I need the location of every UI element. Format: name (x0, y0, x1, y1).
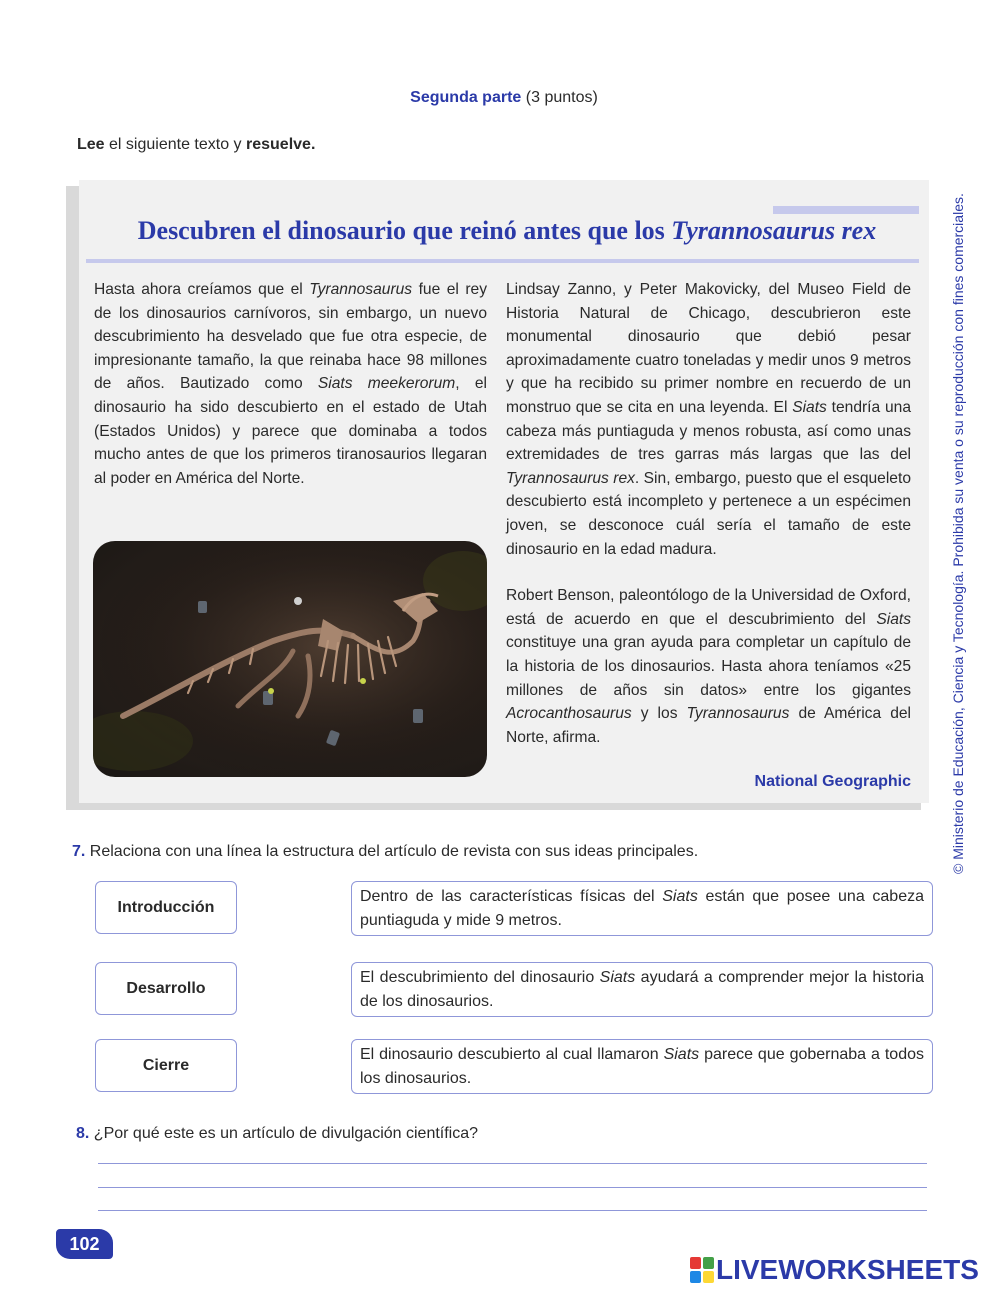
article-paragraph-development: Lindsay Zanno, y Peter Makovicky, del Museo Field de Historia Natural de Chicago, descubrieron este monumental dinosaurio que debió pesar aproximadamente cuatro toneladas y medir unos 9 metros y que ha recibido su primer nombre en recuerdo de un monstruo que se cita en una leyenda. El Siats tendría una cabeza más puntiaguda y menos robusta, así como unas extremidades de tres garras más largas que las del Tyrannosaurus rex. Sin, embargo, puesto que el esqueleto descubierto está incompleto y pertenece a un espécimen joven, se desconoce cuál sería el tamaño de este dinosaurio en la edad madura. (506, 281, 911, 558)
title-rule (86, 259, 919, 263)
question-8-number: 8. (76, 1125, 90, 1142)
title-accent-bar (773, 206, 919, 214)
idea-box-1[interactable]: Dentro de las características físicas del Siats están que posee una cabeza puntiaguda y mide 9 metros. (351, 881, 933, 936)
instruction-middle: el siguiente texto y (104, 136, 246, 153)
answer-line-1[interactable] (98, 1163, 927, 1164)
dinosaur-skeleton-illustration (93, 541, 487, 777)
question-8 (76, 1125, 478, 1143)
liveworksheets-icon (690, 1257, 714, 1283)
instruction-verb-solve: resuelve. (246, 136, 316, 153)
instruction (77, 136, 315, 154)
answer-line-2[interactable] (98, 1187, 927, 1188)
article-column-right (506, 278, 911, 749)
answer-line-3[interactable] (98, 1210, 927, 1211)
part-title: Segunda parte (410, 89, 522, 106)
article-paragraph-closing: Robert Benson, paleontólogo de la Universidad de Oxford, está de acuerdo en que el descubrimiento del Siats constituye una gran ayuda para completar un capítulo de la historia de los dinosaurios. Hasta ahora teníamos «25 millones de años sin datos» entre los gigantes Acrocanthosaurus y los Tyrannosaurus de América del Norte, afirma. (506, 587, 912, 746)
question-7 (72, 843, 698, 861)
question-8-prompt: ¿Por qué este es un artículo de divulgación científica? (93, 1125, 479, 1142)
instruction-verb-read: Lee (77, 136, 105, 153)
article-title-main: Descubren el dinosaurio que reinó antes que los (137, 216, 672, 245)
question-7-prompt: Relaciona con una línea la estructura del artículo de revista con sus ideas principales. (89, 843, 699, 860)
article-paragraph-intro: Hasta ahora creíamos que el Tyrannosaurus fue el rey de los dinosaurios carnívoros, sin embargo, un nuevo descubrimiento ha desvelado que fue otra especie, de impresionante tamaño, la que reinaba hace 98 millones de años. Bautizado como Siats meekerorum, el dinosaurio ha sido descubierto en el estado de Utah (Estados Unidos) y parece que dominaba a todos mucho antes de que los primeros tiranosaurios llegaran al poder en América del Norte. (94, 281, 487, 487)
part-points: (3 puntos) (525, 89, 598, 106)
structure-box-desarrollo[interactable]: Desarrollo (95, 962, 237, 1015)
article-title (0, 216, 1000, 246)
liveworksheets-brand: LIVEWORKSHEETS (716, 1254, 979, 1285)
article-source: National Geographic (754, 773, 911, 790)
liveworksheets-logo (690, 1253, 990, 1287)
dinosaur-skeleton-photo (93, 541, 487, 777)
page-number: 102 (56, 1229, 113, 1259)
structure-box-cierre[interactable]: Cierre (95, 1039, 237, 1092)
part-heading (0, 89, 1000, 107)
article-column-left (94, 278, 487, 490)
idea-box-2[interactable]: El descubrimiento del dinosaurio Siats ayudará a comprender mejor la historia de los dinosaurios. (351, 962, 933, 1017)
article-title-italic: Tyrannosaurus rex (671, 216, 877, 245)
structure-box-introduccion[interactable]: Introducción (95, 881, 237, 934)
copyright-notice: © Ministerio de Educación, Ciencia y Tecnología. Prohibida su venta o su reproducción con fines comerciales. (950, 193, 966, 874)
idea-box-3[interactable]: El dinosaurio descubierto al cual llamaron Siats parece que gobernaba a todos los dinosaurios. (351, 1039, 933, 1094)
question-7-number: 7. (72, 843, 86, 860)
